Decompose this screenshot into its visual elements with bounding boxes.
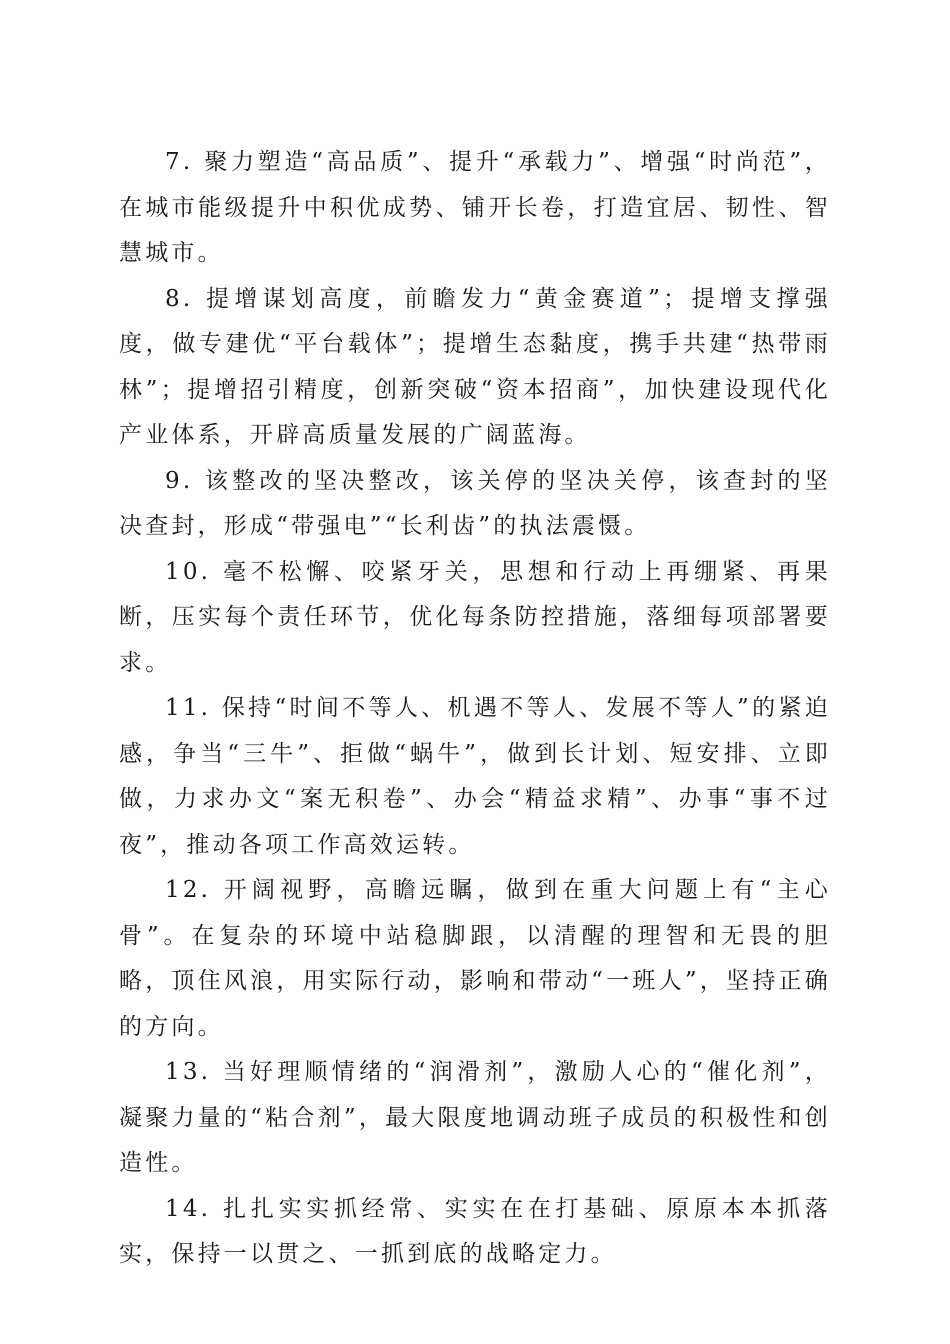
paragraph-14: 14. 扎扎实实抓经常、实实在在打基础、原原本本抓落实，保持一以贯之、一抓到底的战略定力。 [119,1195,831,1267]
paragraph-7: 7. 聚力塑造“高品质”、提升“承载力”、增强“时尚范”，在城市能级提升中积优成势、铺开长卷，打造宜居、韧性、智慧城市。 [119,149,831,266]
paragraph-9: 9. 该整改的坚决整改，该关停的坚决关停，该查封的坚决查封，形成“带强电”“长利齿”的执法震慑。 [119,467,831,539]
document-body [119,140,831,1278]
paragraph-12: 12. 开阔视野，高瞻远瞩，做到在重大问题上有“主心骨”。在复杂的环境中站稳脚跟，以清醒的理智和无畏的胆略，顶住风浪，用实际行动，影响和带动“一班人”，坚持正确的方向。 [119,877,831,1040]
paragraph-11: 11. 保持“时间不等人、机遇不等人、发展不等人”的紧迫感，争当“三牛”、拒做“蜗牛”，做到长计划、短安排、立即做，力求办文“案无积卷”、办会“精益求精”、办事“事不过夜”，推动各项工作高效运转。 [119,695,831,858]
paragraph-10: 10. 毫不松懈、咬紧牙关，思想和行动上再绷紧、再果断，压实每个责任环节，优化每条防控措施，落细每项部署要求。 [119,558,831,676]
paragraph-8: 8. 提增谋划高度，前瞻发力“黄金赛道”；提增支撑强度，做专建优“平台载体”；提增生态黏度，携手共建“热带雨林”；提增招引精度，创新突破“资本招商”，加快建设现代化产业体系，开辟高质量发展的广阔蓝海。 [119,285,831,448]
paragraph-13: 13. 当好理顺情绪的“润滑剂”，激励人心的“催化剂”，凝聚力量的“粘合剂”，最大限度地调动班子成员的积极性和创造性。 [119,1059,831,1176]
